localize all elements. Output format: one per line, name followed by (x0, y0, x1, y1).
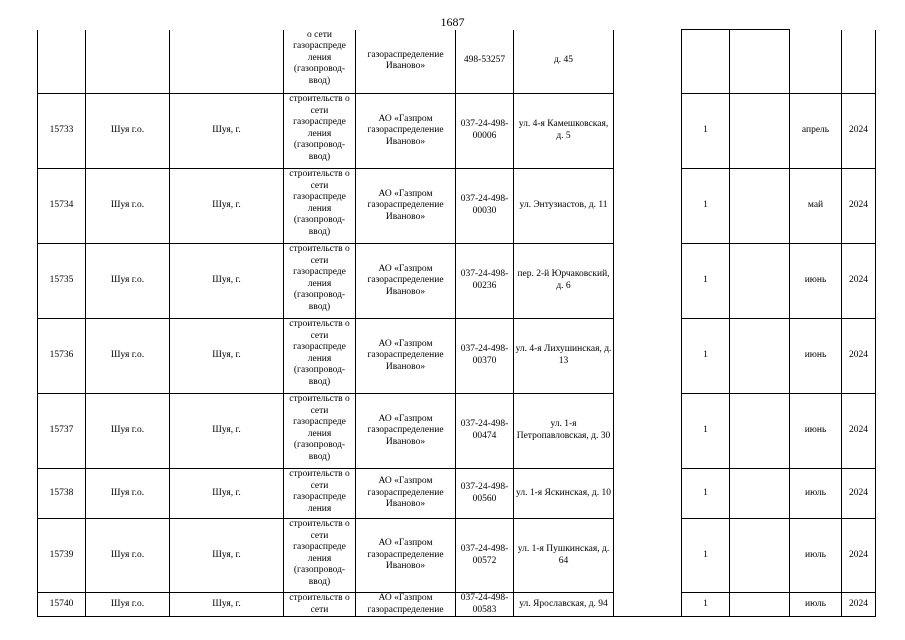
district-cell: Шуя г.о. (86, 469, 170, 519)
empty-cell (730, 319, 790, 394)
gasification-register-table (37, 29, 876, 617)
address-cell: ул. Энтузиастов, д. 11 (514, 169, 614, 244)
locality-cell: Шуя, г. (170, 593, 284, 617)
empty-cell (614, 319, 682, 394)
purpose-cell: строительств о сети газораспреде ления (газопровод-ввод) (284, 169, 356, 244)
count-cell (682, 30, 730, 94)
empty-cell (614, 94, 682, 169)
purpose-cell: строительств о сети газораспреде ления (газопровод-ввод) (284, 319, 356, 394)
address-cell: ул. 4-я Камешковская, д. 5 (514, 94, 614, 169)
application-code-cell: 037-24-498-00560 (456, 469, 514, 519)
month-cell: июль (790, 469, 842, 519)
locality-cell: Шуя, г. (170, 394, 284, 469)
table-row (38, 394, 876, 469)
month-cell: июль (790, 593, 842, 617)
empty-cell (730, 519, 790, 593)
table-row (38, 244, 876, 319)
count-cell: 1 (682, 519, 730, 593)
purpose-cell: строительств о сети газораспреде ления (газопровод-ввод) (284, 244, 356, 319)
application-code-cell: 037-24-498-00583 (456, 593, 514, 617)
empty-cell (730, 469, 790, 519)
empty-cell (730, 169, 790, 244)
locality-cell: Шуя, г. (170, 244, 284, 319)
application-code-cell: 037-24-498-00236 (456, 244, 514, 319)
purpose-cell: строительств о сети газораспреде ления (газопровод-ввод) (284, 94, 356, 169)
locality-cell: Шуя, г. (170, 519, 284, 593)
table-row (38, 593, 876, 617)
year-cell: 2024 (842, 593, 876, 617)
purpose-cell: строительств о сети (284, 593, 356, 617)
year-cell: 2024 (842, 319, 876, 394)
count-cell: 1 (682, 169, 730, 244)
row-number: 15736 (38, 319, 86, 394)
purpose-cell: строительств о сети газораспреде ления (газопровод-ввод) (284, 394, 356, 469)
organization-cell: АО «Газпром газораспределение Иваново» (356, 469, 456, 519)
row-number: 15737 (38, 394, 86, 469)
month-cell: июль (790, 519, 842, 593)
count-cell: 1 (682, 394, 730, 469)
year-cell: 2024 (842, 469, 876, 519)
application-code-cell: 498-53257 (456, 30, 514, 94)
application-code-cell: 037-24-498-00030 (456, 169, 514, 244)
district-cell: Шуя г.о. (86, 593, 170, 617)
district-cell (86, 30, 170, 94)
empty-cell (614, 519, 682, 593)
district-cell: Шуя г.о. (86, 319, 170, 394)
month-cell (790, 30, 842, 94)
purpose-cell: о сети газораспреде ления (газопровод-ввод) (284, 30, 356, 94)
row-number: 15735 (38, 244, 86, 319)
organization-cell: АО «Газпром газораспределение Иваново» (356, 94, 456, 169)
locality-cell: Шуя, г. (170, 319, 284, 394)
organization-cell: АО «Газпром газораспределение Иваново» (356, 519, 456, 593)
organization-cell: АО «Газпром газораспределение Иваново» (356, 319, 456, 394)
locality-cell: Шуя, г. (170, 169, 284, 244)
month-cell: июнь (790, 319, 842, 394)
row-number (38, 30, 86, 94)
year-cell (842, 30, 876, 94)
empty-cell (614, 30, 682, 94)
table-row (38, 30, 876, 94)
empty-cell (614, 593, 682, 617)
locality-cell (170, 30, 284, 94)
year-cell: 2024 (842, 519, 876, 593)
address-cell: ул. 1-я Яскинская, д. 10 (514, 469, 614, 519)
district-cell: Шуя г.о. (86, 394, 170, 469)
page-number: 1687 (440, 15, 465, 29)
row-number: 15733 (38, 94, 86, 169)
table-row (38, 519, 876, 593)
table-row (38, 94, 876, 169)
table-row (38, 169, 876, 244)
address-cell: пер. 2-й Юрчаковский, д. 6 (514, 244, 614, 319)
row-number: 15738 (38, 469, 86, 519)
year-cell: 2024 (842, 244, 876, 319)
locality-cell: Шуя, г. (170, 94, 284, 169)
row-number: 15739 (38, 519, 86, 593)
organization-cell: газораспределение Иваново» (356, 30, 456, 94)
year-cell: 2024 (842, 394, 876, 469)
locality-cell: Шуя, г. (170, 469, 284, 519)
month-cell: май (790, 169, 842, 244)
year-cell: 2024 (842, 94, 876, 169)
purpose-cell: строительств о сети газораспреде ления (газопровод-ввод) (284, 519, 356, 593)
empty-cell (730, 593, 790, 617)
organization-cell: АО «Газпром газораспределение Иваново» (356, 169, 456, 244)
address-cell: д. 45 (514, 30, 614, 94)
district-cell: Шуя г.о. (86, 519, 170, 593)
district-cell: Шуя г.о. (86, 169, 170, 244)
month-cell: апрель (790, 94, 842, 169)
application-code-cell: 037-24-498-00474 (456, 394, 514, 469)
address-cell: ул. 1-я Пушкинская, д. 64 (514, 519, 614, 593)
district-cell: Шуя г.о. (86, 244, 170, 319)
application-code-cell: 037-24-498-00572 (456, 519, 514, 593)
organization-cell: АО «Газпром газораспределение Иваново» (356, 244, 456, 319)
district-cell: Шуя г.о. (86, 94, 170, 169)
month-cell: июнь (790, 394, 842, 469)
empty-cell (730, 94, 790, 169)
table-row (38, 469, 876, 519)
empty-cell (614, 244, 682, 319)
empty-cell (730, 244, 790, 319)
address-cell: ул. Ярославская, д. 94 (514, 593, 614, 617)
table-row (38, 319, 876, 394)
month-cell: июнь (790, 244, 842, 319)
year-cell: 2024 (842, 169, 876, 244)
application-code-cell: 037-24-498-00370 (456, 319, 514, 394)
row-number: 15740 (38, 593, 86, 617)
count-cell: 1 (682, 244, 730, 319)
organization-cell: АО «Газпром газораспределение Иваново» (356, 394, 456, 469)
count-cell: 1 (682, 94, 730, 169)
empty-cell (730, 30, 790, 94)
empty-cell (614, 394, 682, 469)
purpose-cell: строительств о сети газораспреде ления (284, 469, 356, 519)
empty-cell (614, 169, 682, 244)
count-cell: 1 (682, 319, 730, 394)
address-cell: ул. 1-я Петропавловская, д. 30 (514, 394, 614, 469)
count-cell: 1 (682, 593, 730, 617)
empty-cell (614, 469, 682, 519)
count-cell: 1 (682, 469, 730, 519)
empty-cell (730, 394, 790, 469)
address-cell: ул. 4-я Лихушинская, д. 13 (514, 319, 614, 394)
row-number: 15734 (38, 169, 86, 244)
application-code-cell: 037-24-498-00006 (456, 94, 514, 169)
organization-cell: АО «Газпром газораспределение (356, 593, 456, 617)
